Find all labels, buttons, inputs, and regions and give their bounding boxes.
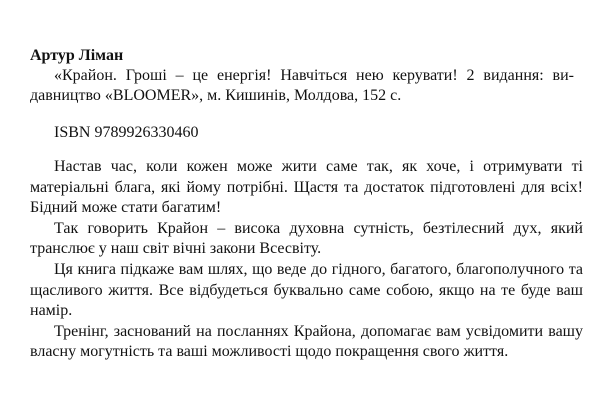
isbn-number: ISBN 9789926330460	[54, 124, 199, 141]
author-name: Артур Ліман	[30, 47, 124, 64]
annotation-paragraph: Настав час, коли кожен може жити саме так, як хоче, і отримувати ті матеріальні блага, які йому потрібні. Щастя та достаток підготовлені для всіх! Бідний може стати багатим!	[30, 158, 583, 217]
annotation-paragraph: Тренінг, заснований на посланнях Крайона, допомагає вам усвідомити вашу власну могутність та ваші можливості щодо покращення свого життя.	[30, 322, 583, 361]
annotation-text	[30, 157, 583, 363]
annotation-paragraph: Ця книга підкаже вам шлях, що веде до гідного, багатого, благополучного та щасливого життя. Все відбудеться буквально саме собою, якщо на те буде ваш намір.	[30, 260, 583, 320]
annotation-paragraph: Так говорить Крайон – висока духовна сутність, безтілесний дух, який транслює у наш світ вічні закони Всесвіту.	[30, 219, 583, 258]
book-citation: «Крайон. Гроші – це енергія! Навчіться нею керувати! 2 видання: видавництво «BLOOMER», м. Кишинів, Молдова, 152 с.	[30, 67, 574, 104]
